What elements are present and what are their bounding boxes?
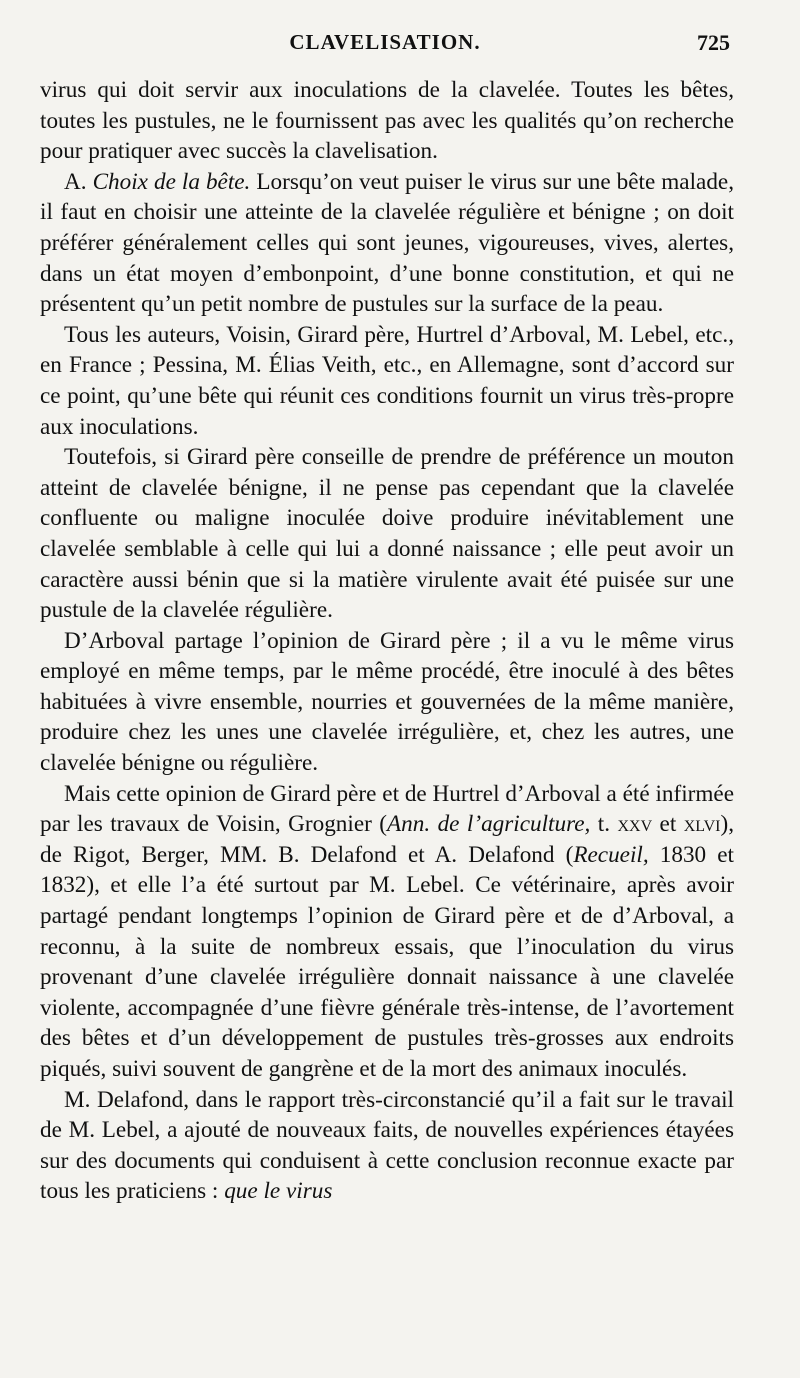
volume-number: xxv (617, 811, 653, 838)
text-segment: 1830 et 1832), et elle l’a été surtout par M. Lebel. Ce vétérinaire, après avoir partagé pendant longtemps l’opinion de Girard père et de d’Arboval, a reconnu, à la suite de nombreux essais, que l’inoculation du virus provenant d’une clavelée irrégulière donnait naissance à une clavelée violente, accompagnée d’une fièvre générale très-intense, de l’avortement des bêtes et d’un développement de pustules très-grosses aux endroits piqués, suivi souvent de gangrène et de la mort des animaux inoculés. (40, 841, 734, 1082)
page-number: 725 (697, 30, 730, 55)
body-text (40, 75, 734, 1207)
paragraph-continuation (40, 75, 734, 167)
paragraph-auteurs (40, 320, 734, 442)
volume-number: xlvi (683, 811, 721, 838)
page-header (40, 30, 730, 60)
paragraph-lebel (40, 779, 734, 1085)
text-segment: Mais cette opinion de Girard père et de Hurtrel d’Arboval a été infirmée par les travaux de Voisin, Grognier ( (40, 780, 734, 838)
paragraph-delafond (40, 1085, 734, 1207)
running-title: CLAVELISATION. (289, 30, 481, 54)
paragraph-text: Tous les auteurs, Voisin, Girard père, Hurtrel d’Arboval, M. Lebel, etc., en France ; Pessina, M. Élias Veith, etc., en Allemagne, sont d’accord sur ce point, qu’une bête qui réunit ces conditions fournit un virus très-propre aux inoculations. (40, 321, 734, 440)
paragraph-text: Toutefois, si Girard père conseille de prendre de préférence un mouton atteint de clavelée bénigne, il ne pense pas cependant que la clavelée confluente ou maligne inoculée doive produire inévitablement une clavelée semblable à celle qui lui a donné naissance ; elle peut avoir un caractère aussi bénin que si la matière virulente avait été puisée sur une pustule de la clavelée régulière. (40, 444, 734, 624)
section-heading: Choix de la bête. (92, 168, 251, 195)
text-segment: ), de Rigot, Berger, MM. B. Delafond et A. Delafond ( (40, 811, 734, 868)
text-segment: t. (590, 811, 618, 838)
paragraph-girard (40, 442, 734, 626)
text-segment: et (652, 811, 684, 838)
paragraph-choix-de-la-bete (40, 167, 734, 320)
citation-title: Recueil, (573, 841, 649, 868)
paragraph-text: virus qui doit servir aux inoculations de la clavelée. Toutes les bêtes, toutes les pustules, ne le fournissent pas avec les qualités qu’on recherche pour pratiquer avec succès la clavelisation. (40, 77, 734, 165)
paragraph-text: Lorsqu’on veut puiser le virus sur une bête malade, il faut en choisir une atteinte de la clavelée régulière et bénigne ; on doit préférer généralement celles qui sont jeunes, vigoureuses, vives, alertes, dans un état moyen d’embonpoint, d’une bonne constitution, et qui ne présentent qu’un petit nombre de pustules sur la surface de la peau. (40, 168, 735, 318)
paragraph-text: D’Arboval partage l’opinion de Girard père ; il a vu le même virus employé en même temps, par le même procédé, être inoculé à des bêtes habituées à vivre ensemble, nourries et gouvernées de la même manière, produire chez les unes une clavelée irrégulière, et, chez les autres, une clavelée bénigne ou régulière. (40, 627, 734, 777)
section-marker: A. (64, 168, 87, 195)
citation-title: Ann. de l’agriculture, (387, 811, 591, 838)
paragraph-text: M. Delafond, dans le rapport très-circonstancié qu’il a fait sur le travail de M. Lebel, a ajouté de nouveaux faits, de nouvelles expériences étayées sur des documents qui conduisent à cette conclusion reconnue exacte par tous les praticiens : (40, 1086, 734, 1205)
italic-phrase: que le virus (224, 1178, 333, 1205)
paragraph-arboval (40, 626, 734, 779)
